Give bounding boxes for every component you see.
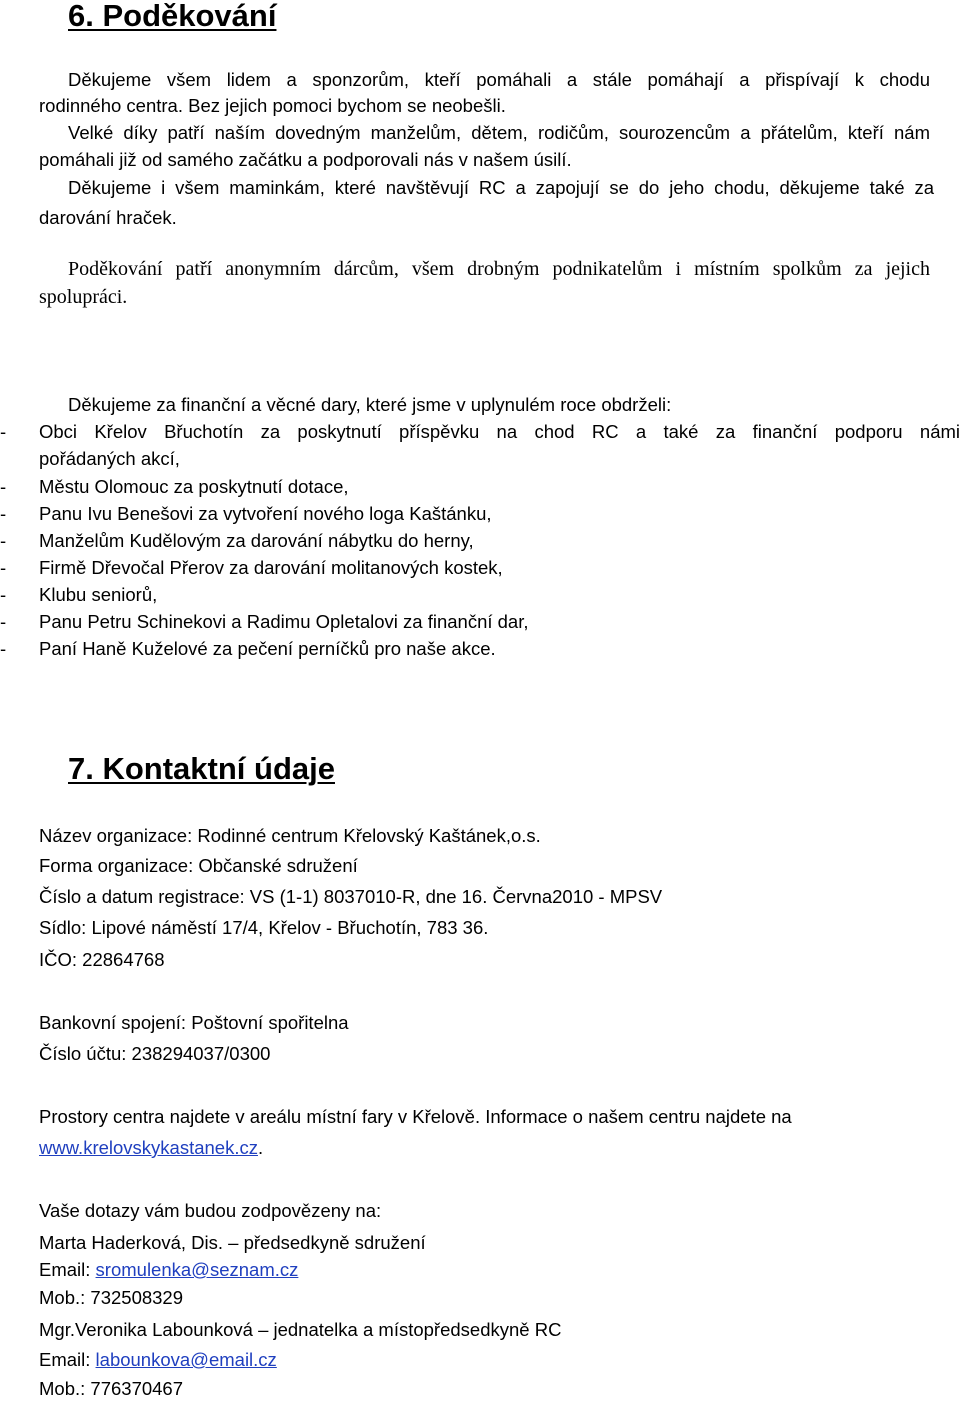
email-label: Email: bbox=[39, 1349, 91, 1370]
thanks-paragraph-3-line-2: darování hraček. bbox=[39, 207, 177, 228]
thanks-paragraph-2-line-2: pomáhali již od samého začátku a podporovali nás v našem úsilí. bbox=[39, 149, 572, 170]
contact-1-email-line bbox=[39, 1258, 298, 1282]
list-dash: - bbox=[0, 611, 7, 632]
list-item bbox=[0, 637, 960, 661]
ico: IČO: 22864768 bbox=[39, 949, 165, 970]
donor-text-continuation: pořádaných akcí, bbox=[39, 448, 180, 469]
bank-connection: Bankovní spojení: Poštovní spořitelna bbox=[39, 1012, 349, 1033]
list-item bbox=[0, 583, 960, 607]
contact-1-name: Marta Haderková, Dis. – předsedkyně sdružení bbox=[39, 1232, 426, 1253]
section-7-heading: 7. Kontaktní údaje bbox=[68, 751, 335, 786]
list-item-continuation bbox=[0, 447, 960, 471]
donors-intro: Děkujeme za finanční a věcné dary, které jsme v uplynulém roce obdrželi: bbox=[68, 394, 672, 415]
registration: Číslo a datum registrace: VS (1-1) 8037010-R, dne 16. Června2010 - MPSV bbox=[39, 886, 663, 907]
donor-text: Městu Olomouc za poskytnutí dotace, bbox=[39, 476, 349, 497]
list-item bbox=[0, 529, 960, 553]
website-line bbox=[39, 1136, 263, 1160]
seat-address: Sídlo: Lipové náměstí 17/4, Křelov - Břuchotín, 783 36. bbox=[39, 917, 489, 938]
thanks-paragraph-4-line-2: spolupráci. bbox=[39, 286, 128, 308]
donor-text: Manželům Kudělovým za darování nábytku do herny, bbox=[39, 530, 474, 551]
list-dash: - bbox=[0, 421, 7, 442]
list-item bbox=[0, 475, 960, 499]
account-number: Číslo účtu: 238294037/0300 bbox=[39, 1043, 271, 1064]
org-name: Název organizace: Rodinné centrum Křelovský Kaštánek,o.s. bbox=[39, 825, 541, 846]
website-period: . bbox=[257, 1137, 264, 1158]
contact-2-name: Mgr.Veronika Labounková – jednatelka a místopředsedkyně RC bbox=[39, 1319, 562, 1340]
thanks-paragraph-2-line-1: Velké díky patří naším dovedným manželům, dětem, rodičům, sourozencům a přátelům, kteří nám bbox=[68, 122, 930, 143]
thanks-paragraph-1-line-2: rodinného centra. Bez jejich pomoci bychom se neobešli. bbox=[39, 95, 506, 116]
thanks-paragraph-4-line-1: Poděkování patří anonymním dárcům, všem drobným podnikatelům i místním spolkům za jejich bbox=[68, 258, 930, 280]
org-form: Forma organizace: Občanské sdružení bbox=[39, 855, 358, 876]
list-dash: - bbox=[0, 584, 7, 605]
contact-2-mobile: Mob.: 776370467 bbox=[39, 1378, 184, 1399]
premises-info: Prostory centra najdete v areálu místní fary v Křelově. Informace o našem centru najdete na bbox=[39, 1106, 792, 1127]
section-6-heading: 6. Poděkování bbox=[68, 0, 277, 33]
list-item bbox=[0, 610, 960, 634]
donor-text: Firmě Dřevočal Přerov za darování molitanových kostek, bbox=[39, 557, 503, 578]
contact-1-mobile: Mob.: 732508329 bbox=[39, 1287, 184, 1308]
list-dash: - bbox=[0, 476, 7, 497]
list-item bbox=[0, 420, 960, 444]
thanks-paragraph-1-line-1: Děkujeme všem lidem a sponzorům, kteří pomáhali a stále pomáhají a přispívají k chodu bbox=[68, 69, 930, 90]
list-item bbox=[0, 556, 960, 580]
questions-intro: Vaše dotazy vám budou zodpovězeny na: bbox=[39, 1200, 382, 1221]
donor-text: Klubu seniorů, bbox=[39, 584, 158, 605]
email-label: Email: bbox=[39, 1259, 91, 1280]
thanks-paragraph-3-line-1: Děkujeme i všem maminkám, které navštěvují RC a zapojují se do jeho chodu, děkujeme také za bbox=[68, 177, 934, 198]
list-item bbox=[0, 502, 960, 526]
contact-2-email-line bbox=[39, 1348, 277, 1372]
donor-text: Paní Haně Kuželové za pečení perníčků pro naše akce. bbox=[39, 638, 496, 659]
list-dash: - bbox=[0, 530, 7, 551]
donor-text: Obci Křelov Břuchotín za poskytnutí příspěvku na chod RC a také za finanční podporu námi bbox=[39, 421, 960, 442]
contact-1-email-link[interactable]: sromulenka@seznam.cz bbox=[95, 1259, 299, 1280]
contact-2-email-link[interactable]: labounkova@email.cz bbox=[95, 1349, 277, 1370]
list-dash: - bbox=[0, 503, 7, 524]
list-dash: - bbox=[0, 638, 7, 659]
donor-text: Panu Ivu Benešovi za vytvoření nového loga Kaštánku, bbox=[39, 503, 492, 524]
donor-text: Panu Petru Schinekovi a Radimu Opletalovi za finanční dar, bbox=[39, 611, 529, 632]
website-link[interactable]: www.krelovskykastanek.cz bbox=[39, 1137, 258, 1158]
list-dash: - bbox=[0, 557, 7, 578]
